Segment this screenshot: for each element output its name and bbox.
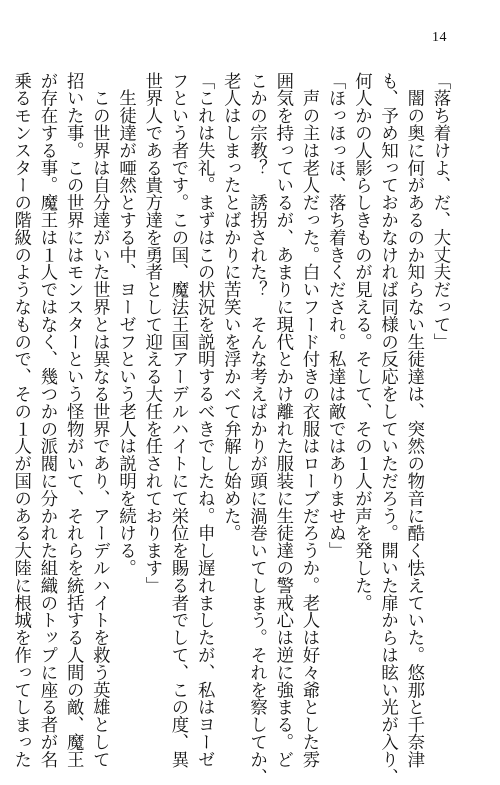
text-line-15: 招いた事。この世界にはモンスターという怪物がいて、それらを統括する人間の敵、魔王 xyxy=(63,72,84,768)
text-line-11: フという者です。この国、魔法王国アーデルハイトにて栄位を賜る者でして、この度、異 xyxy=(167,72,188,768)
text-line-3: も、予め知っておかなければ同様の反応をしていただろう。開いた扉からは眩い光が入り、 xyxy=(377,72,398,785)
text-line-16: が存在する事。魔王は１人ではなく、幾つかの派閥に分かれた組織のトップに座る者が名 xyxy=(36,72,57,768)
text-line-1: 「落ち着けよ、だ、大丈夫だって」 xyxy=(430,72,450,351)
page-number: 14 xyxy=(432,30,447,45)
text-line-7: 囲気を持っているが、あまりに現代とかけ離れた服装に生徒達の警戒心は逆に強まる。ど xyxy=(272,72,293,768)
text-line-5: 「ほっほっほ、落ち着きくだされ。私達は敵ではありませぬ」 xyxy=(325,72,346,560)
text-line-17: 乗るモンスターの階級のようなもので、その１人が国のある大陸に根城を作ってしまった xyxy=(10,72,31,768)
text-line-4: 何人かの人影らしきものが見える。そして、その１人が声を発した。 xyxy=(351,72,372,612)
text-line-9: 老人はしまったとばかりに苦笑いを浮かべて弁解し始めた。 xyxy=(220,72,241,542)
text-line-13: 生徒達が唖然とする中、ヨーゼフという老人は説明を続ける。 xyxy=(115,72,136,577)
text-line-6: 声の主は老人だった。白いフード付きの衣服はローブだろうか。老人は好々爺とした雰 xyxy=(298,72,319,768)
text-line-10: 「これは失礼。まずはこの状況を説明するべきでしたね。申し遅れましたが、私はヨーゼ xyxy=(194,72,215,768)
text-line-12: 世界人である貴方達を勇者として迎える大任を任されております」 xyxy=(141,72,162,594)
text-line-14: この世界は自分達がいた世界とは異なる世界であり、アーデルハイトを救う英雄として xyxy=(89,72,110,768)
text-line-8: こかの宗教？ 誘拐された？ そんな考えばかりが頭に渦巻いてしまう。それを察してか、 xyxy=(246,72,267,785)
text-line-2: 闇の奥に何があるのか知らない生徒達は、突然の物音に酷く怯えていた。悠那と千奈津 xyxy=(403,72,424,768)
vertical-text-body xyxy=(8,72,453,785)
